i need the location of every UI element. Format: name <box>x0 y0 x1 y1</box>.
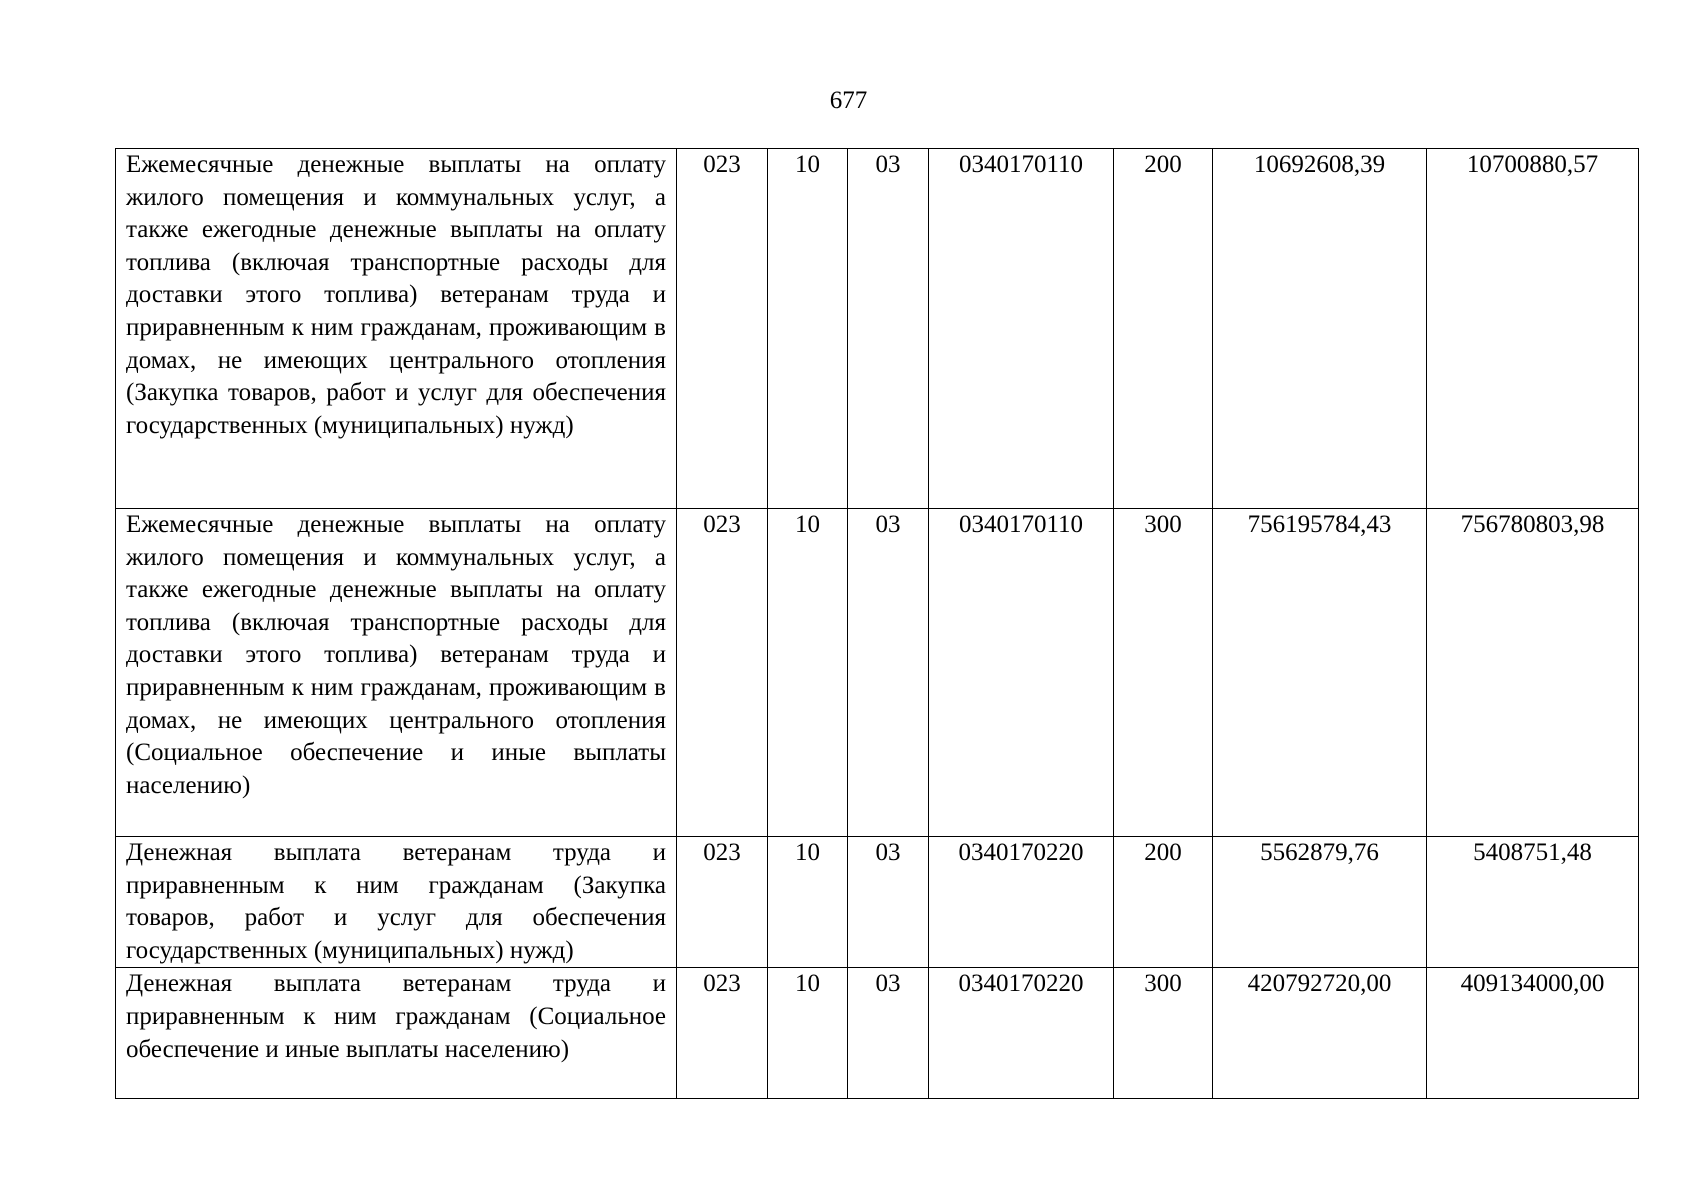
page-number: 677 <box>829 87 868 114</box>
table-row <box>116 968 1639 1099</box>
section-code: 10 <box>768 837 848 968</box>
table-row <box>116 837 1639 968</box>
subsection-code: 03 <box>848 509 929 837</box>
row-description: Денежная выплата ветеранам труда и приравненным к ним гражданам (Социальное обеспечение и иные выплаты населению) <box>116 968 677 1099</box>
expense-type-code: 300 <box>1114 968 1213 1099</box>
row-description: Денежная выплата ветеранам труда и приравненным к ним гражданам (Закупка товаров, работ и услуг для обеспечения государственных (муниципальных) нужд) <box>116 837 677 968</box>
budget-table <box>115 148 1639 1099</box>
amount-2: 10700880,57 <box>1427 149 1639 509</box>
subsection-code: 03 <box>848 968 929 1099</box>
amount-1: 756195784,43 <box>1213 509 1427 837</box>
target-article-code: 0340170220 <box>929 968 1114 1099</box>
target-article-code: 0340170110 <box>929 149 1114 509</box>
expense-type-code: 300 <box>1114 509 1213 837</box>
amount-2: 756780803,98 <box>1427 509 1639 837</box>
section-code: 10 <box>768 968 848 1099</box>
amount-1: 5562879,76 <box>1213 837 1427 968</box>
table-row <box>116 509 1639 837</box>
amount-2: 409134000,00 <box>1427 968 1639 1099</box>
expense-type-code: 200 <box>1114 149 1213 509</box>
expense-type-code: 200 <box>1114 837 1213 968</box>
amount-1: 420792720,00 <box>1213 968 1427 1099</box>
section-code: 10 <box>768 509 848 837</box>
target-article-code: 0340170110 <box>929 509 1114 837</box>
amount-2: 5408751,48 <box>1427 837 1639 968</box>
target-article-code: 0340170220 <box>929 837 1114 968</box>
row-description: Ежемесячные денежные выплаты на оплату жилого помещения и коммунальных услуг, а также ежегодные денежные выплаты на оплату топлива (включая транспортные расходы для доставки этого топлива) ветеранам труда и приравненным к ним гражданам, проживающим в домах, не имеющих центрального отопления (Социальное обеспечение и иные выплаты населению) <box>116 509 677 837</box>
ministry-code: 023 <box>677 509 768 837</box>
ministry-code: 023 <box>677 837 768 968</box>
section-code: 10 <box>768 149 848 509</box>
row-description: Ежемесячные денежные выплаты на оплату жилого помещения и коммунальных услуг, а также ежегодные денежные выплаты на оплату топлива (включая транспортные расходы для доставки этого топлива) ветеранам труда и приравненным к ним гражданам, проживающим в домах, не имеющих центрального отопления (Закупка товаров, работ и услуг для обеспечения государственных (муниципальных) нужд) <box>116 149 677 509</box>
table-row <box>116 149 1639 509</box>
ministry-code: 023 <box>677 968 768 1099</box>
subsection-code: 03 <box>848 837 929 968</box>
amount-1: 10692608,39 <box>1213 149 1427 509</box>
subsection-code: 03 <box>848 149 929 509</box>
ministry-code: 023 <box>677 149 768 509</box>
